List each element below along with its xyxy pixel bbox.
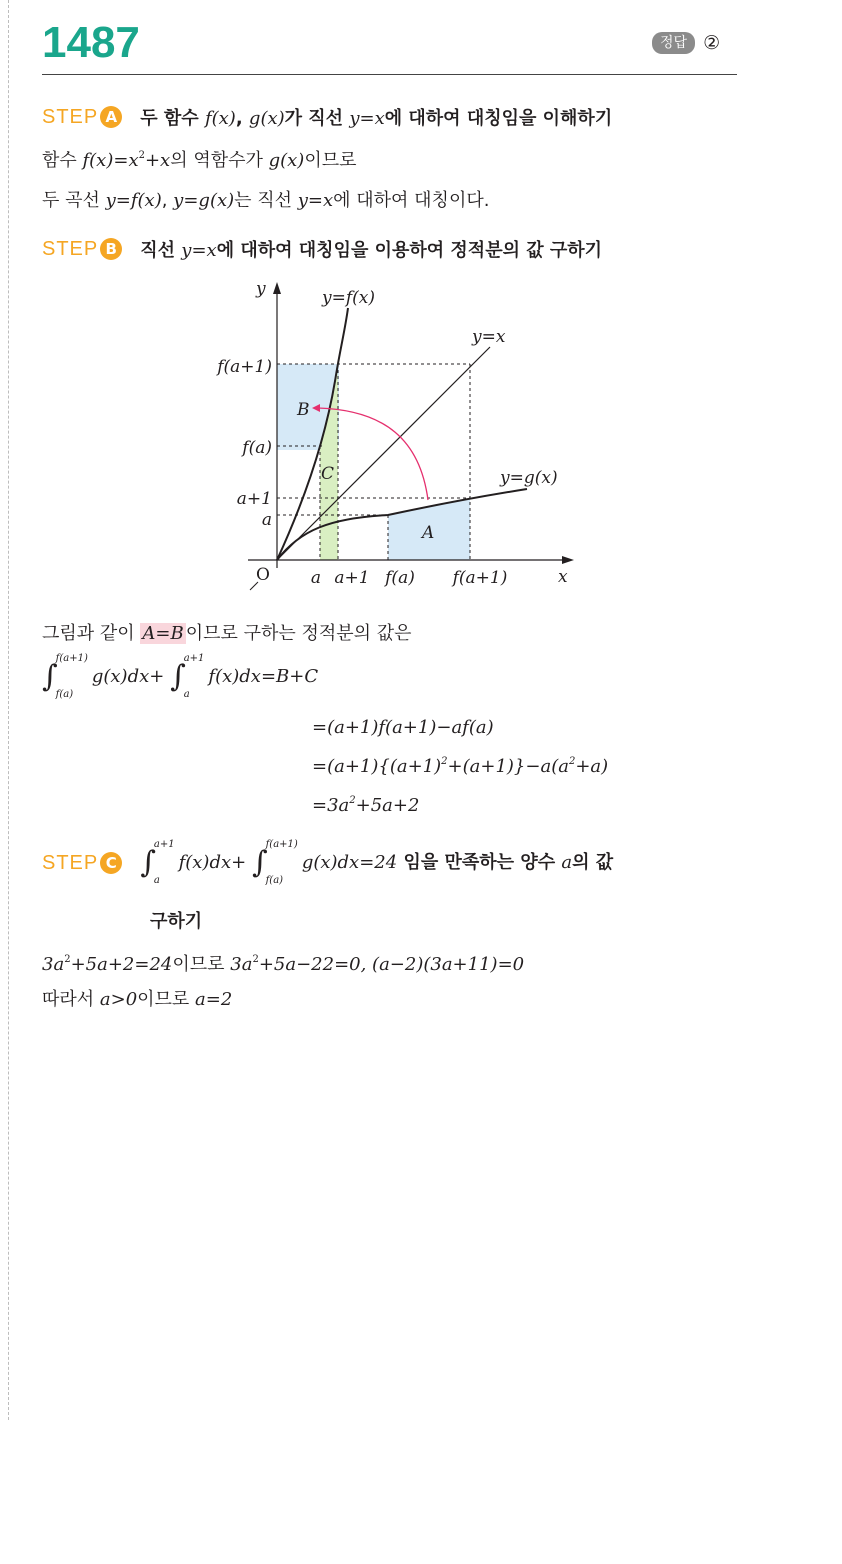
step-a-title: 두 함수 f(x), g(x)가 직선 y=x에 대하여 대칭임을 이해하기	[140, 108, 613, 129]
integral-f: ∫ a+1 a	[170, 653, 205, 700]
label-y-a: a	[261, 510, 272, 530]
step-c-title-line-2: 구하기	[150, 911, 203, 932]
step-a-body-line-2: 두 곡선 y=f(x), y=g(x)는 직선 y=x에 대하여 대칭이다.	[42, 190, 490, 211]
step-c-line-1: $3a^2+5a+2=24$이므로 $3a^2+5a-22=0$, (a−2)(3a+11)=0	[42, 954, 525, 975]
label-region-c: C	[321, 464, 335, 484]
integral-sum-line: ∫ f(a+1) f(a) g(x)dx+ ∫ a+1 a f(x)dx=B+C	[42, 653, 319, 700]
x-axis-arrow	[562, 556, 574, 564]
label-curve-f: y=f(x)	[322, 288, 375, 308]
step-c-letter-badge: C	[100, 852, 122, 874]
label-curve-g: y=g(x)	[500, 468, 558, 488]
symmetry-graph	[0, 0, 842, 610]
label-y-fa: f(a)	[242, 438, 272, 458]
y-axis-arrow	[273, 282, 281, 294]
step-c-line-2: 따라서 a>0이므로 a=2	[42, 989, 233, 1010]
step-c-integral-g: ∫ f(a+1) f(a)	[251, 839, 298, 886]
step-b-title: 직선 y=x에 대하여 대칭임을 이용하여 정적분의 값 구하기	[140, 240, 603, 261]
highlight-a-equals-b: A=B	[142, 623, 184, 644]
step-a-letter-badge: A	[100, 106, 122, 128]
step-b-letter-badge: B	[100, 238, 122, 260]
label-region-a: A	[422, 523, 435, 543]
answer-value: ②	[703, 32, 721, 54]
equation-line-2: $=(a+1)\{(a+1)^2+(a+1)\}-a(a^2+a)$	[312, 756, 609, 777]
label-region-b: B	[297, 400, 310, 420]
problem-number: 1487	[42, 18, 140, 67]
equation-line-1: =(a+1)f(a+1)−af(a)	[312, 717, 494, 738]
integral-g: ∫ f(a+1) f(a)	[42, 653, 88, 700]
label-x-fa1: f(a+1)	[452, 568, 508, 588]
label-origin: O	[256, 565, 270, 585]
step-c-heading	[42, 840, 613, 886]
step-c-word: STEP	[42, 851, 99, 874]
step-a-body-line-1: 함수 $f(x)=x^2+x$의 역함수가 g(x)이므로	[42, 150, 357, 171]
label-x-fa: f(a)	[385, 568, 415, 588]
step-a-word: STEP	[42, 105, 99, 128]
step-b-explanation: 그림과 같이 A=B 이므로 구하는 정적분의 값은	[42, 623, 412, 644]
label-y-a1: a+1	[236, 489, 272, 509]
label-y-axis: y	[256, 279, 266, 299]
region-b-lower-fill	[277, 446, 322, 450]
label-x-axis: x	[558, 567, 568, 587]
label-x-a1: a+1	[334, 568, 370, 588]
step-b-word: STEP	[42, 237, 99, 260]
label-line-yx: y=x	[472, 327, 506, 347]
step-c-integral-f: ∫ a+1 a	[140, 839, 175, 886]
answer-badge: 정답	[652, 32, 695, 54]
label-y-fa1: f(a+1)	[217, 357, 272, 377]
step-c-title: ∫ a+1 a f(x)dx+ ∫ f(a+1) f(a) g(x)dx=24 임을 만족하는 양수 a의 값	[140, 839, 614, 886]
equation-line-3: $=3a^2+5a+2$	[312, 795, 420, 816]
label-x-a: a	[310, 568, 322, 588]
